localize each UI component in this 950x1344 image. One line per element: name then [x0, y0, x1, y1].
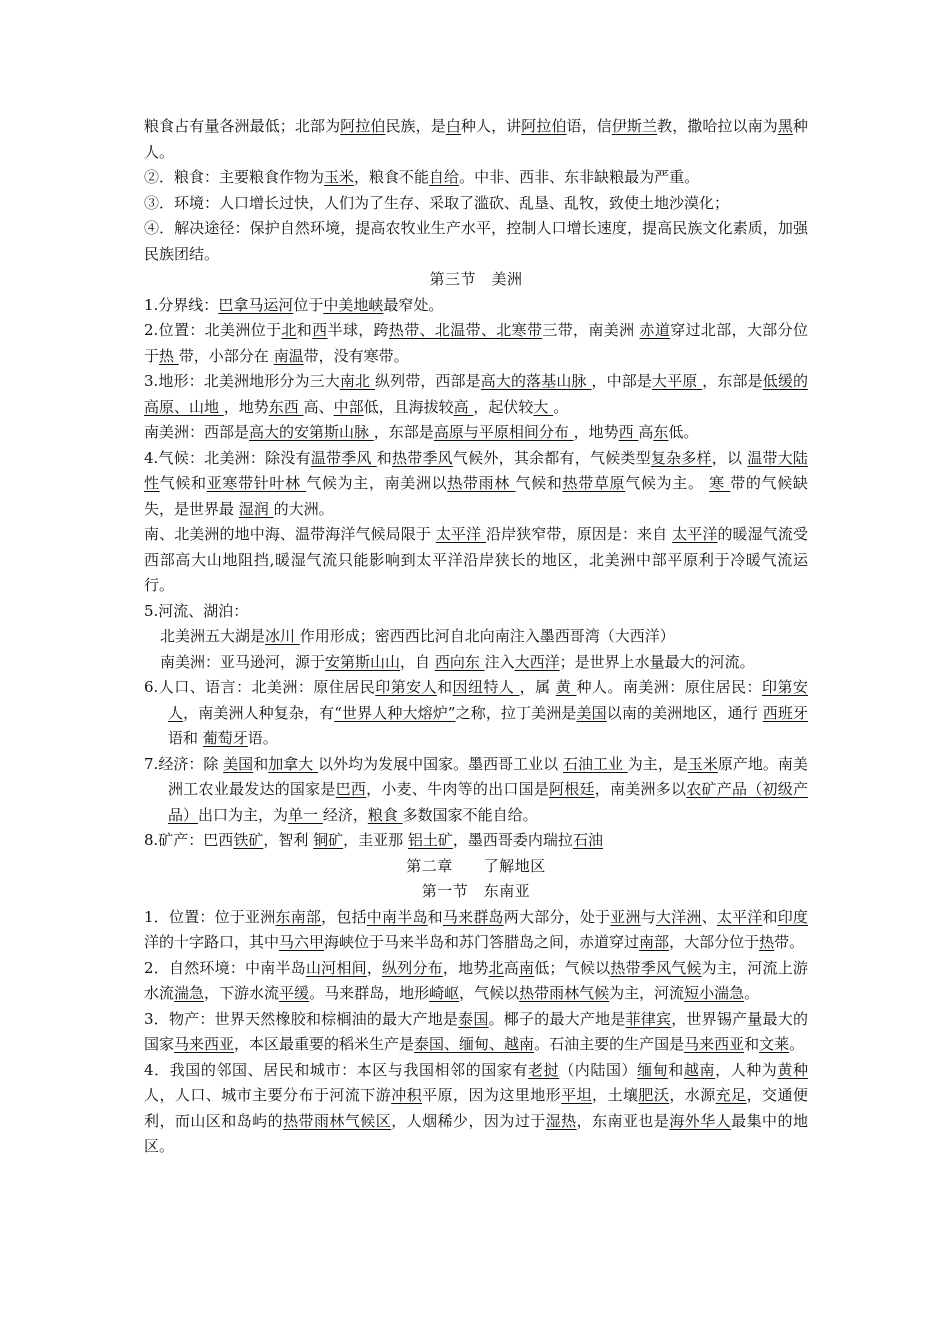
underlined-answer: 湿润	[238, 499, 274, 518]
text-run: ，属	[519, 678, 556, 696]
underlined-answer: 中南半岛	[366, 907, 428, 926]
text-run: 南美洲：西部是	[144, 423, 250, 441]
text-run: 第一节 东南亚	[421, 882, 531, 900]
underlined-answer: 高	[453, 397, 474, 416]
paragraph	[144, 675, 808, 752]
underlined-answer: 马来群岛	[442, 907, 504, 926]
underlined-answer: 农矿产品（初级产品）	[168, 780, 808, 824]
underlined-answer: 白	[445, 117, 461, 135]
text-run: 的暖湿气流受西部高大山地阻挡,暖湿气流只能影响到太平洋沿岸狭长的地区，北美洲中部平原利于冷暖气流运行。	[144, 525, 808, 594]
text-run: 第三节 美洲	[429, 270, 523, 288]
underlined-answer: 高大的安第斯山脉	[249, 423, 374, 441]
text-run: 洋的十字路口，其中	[144, 933, 280, 951]
underlined-answer: 太平洋	[435, 525, 487, 543]
text-run: ，土壤	[592, 1086, 639, 1104]
paragraph	[144, 624, 808, 650]
paragraph	[144, 165, 808, 191]
text-run: 以南的美洲地区，通行	[606, 703, 763, 722]
paragraph	[144, 420, 808, 446]
document-page	[144, 114, 808, 1160]
text-run: ，自	[400, 652, 435, 671]
underlined-answer: 中美地峡	[323, 295, 384, 314]
text-run: 。	[744, 984, 760, 1002]
underlined-answer: 寒	[709, 474, 731, 492]
text-run: 的大洲。	[273, 499, 334, 518]
underlined-answer: 印第安人	[168, 678, 808, 722]
text-run: 人，人口、城市主要分布于河流下游	[144, 1086, 392, 1104]
text-run: 和	[668, 1060, 684, 1079]
text-run: 和	[376, 448, 392, 467]
underlined-answer: 湿热	[545, 1111, 577, 1130]
text-run: ，包括	[321, 907, 367, 926]
text-run: 语和	[168, 729, 203, 747]
text-run: ，交通便利，而山区和岛屿的	[144, 1086, 808, 1130]
text-run: ，人种为	[715, 1060, 778, 1079]
text-run: 北美洲五大湖是	[160, 627, 266, 645]
underlined-answer: 温带季风	[310, 448, 377, 467]
text-run: ，地势	[442, 958, 489, 977]
text-run: ，地势	[223, 397, 269, 416]
text-run: ③．环境：人口增长过快，人们为了生存、采取了滥砍、乱垦、乱牧，致使土地沙漠化；	[144, 193, 730, 212]
underlined-answer: 马来西亚	[174, 1035, 235, 1053]
underlined-answer: 亚寒带针叶林	[206, 474, 307, 492]
underlined-answer: 北	[281, 321, 297, 339]
text-run: 气候外，其余都有，气候类型	[452, 448, 651, 467]
text-run: 6.人口、语言：北美洲：原住居民	[144, 678, 376, 696]
underlined-answer: 充足	[715, 1086, 747, 1104]
underlined-answer: 单一	[288, 805, 323, 824]
text-run: ，东部是	[373, 423, 434, 441]
underlined-answer: 铝土矿	[407, 831, 453, 849]
text-run: 2．自然环境：中南半岛	[144, 958, 306, 977]
text-run: 8.矿产：巴西	[144, 831, 234, 849]
underlined-answer: 伊斯兰	[611, 117, 658, 135]
text-run: 和	[744, 1035, 760, 1053]
text-run: ，粮食不能	[354, 168, 430, 186]
text-run: 。	[789, 1035, 805, 1053]
underlined-answer: 南部	[639, 933, 670, 951]
text-run: 高、	[303, 397, 334, 416]
text-run: 带。	[774, 933, 805, 951]
paragraph	[144, 216, 808, 267]
text-run: 以外均为发展中国家。墨西哥工业以	[318, 754, 563, 773]
underlined-answer: 温带大陆性	[144, 448, 808, 492]
paragraph	[144, 293, 808, 319]
underlined-answer: 赤道	[639, 321, 671, 339]
text-run: 平原，因为这里地形	[422, 1086, 562, 1104]
underlined-answer: 热带雨林	[447, 474, 516, 492]
text-run: 4．我国的邻国、居民和城市：本区与我国相邻的国家有	[144, 1060, 529, 1079]
underlined-answer: 东南部	[275, 907, 322, 926]
text-run: 和	[253, 754, 269, 773]
underlined-answer: 热带、北温带、北寒带	[388, 321, 543, 339]
text-run: ，大部分位于	[669, 933, 760, 951]
text-run: ；是世界上水量最大的河流。	[559, 652, 755, 671]
text-run: ，下游水流	[204, 984, 280, 1002]
text-run: 种人。	[144, 117, 808, 161]
text-run: 语，信	[566, 117, 612, 135]
paragraph	[144, 905, 808, 956]
text-run: 作用形成；密西西比河自北向南注入墨西哥湾（大西洋）	[299, 627, 675, 645]
underlined-answer: 热带草原	[562, 474, 626, 492]
text-run: ，气候以	[459, 984, 520, 1002]
underlined-answer: 菲律宾	[625, 1009, 672, 1028]
underlined-answer: 马来西亚	[684, 1035, 745, 1053]
underlined-answer: 肥沃	[638, 1086, 670, 1104]
text-run: 3.地形：北美洲地形分为三大	[144, 372, 340, 390]
underlined-answer: 泰国	[458, 1009, 489, 1028]
underlined-answer: 西班牙	[762, 703, 808, 722]
underlined-answer: 越南	[683, 1060, 716, 1079]
underlined-answer: 大西洋	[514, 652, 560, 671]
text-run: ，墨西哥委内瑞拉	[452, 831, 573, 849]
text-run: 。石油主要的生产国是	[534, 1035, 685, 1053]
underlined-answer: 阿拉伯	[521, 117, 567, 135]
text-run: ，	[366, 958, 383, 977]
text-run: ，圭亚那	[343, 831, 408, 849]
paragraph	[144, 522, 808, 599]
text-run: ，世界锡产量最大的国家	[144, 1009, 808, 1053]
underlined-answer: 美国	[576, 703, 607, 722]
underlined-answer: 大	[533, 397, 554, 416]
underlined-answer: 石油工业	[562, 754, 628, 773]
text-run: 3．物产：世界天然橡胶和棕榈油的最大产地是	[144, 1009, 459, 1028]
text-run: ，地势	[573, 423, 619, 441]
text-run: 为主，河流	[609, 984, 685, 1002]
text-run: 三带，南美洲	[542, 321, 640, 339]
underlined-answer: 马六甲	[279, 933, 325, 951]
text-run: 4.气候：北美洲：除没有	[144, 448, 311, 467]
text-run: 和	[427, 907, 443, 926]
underlined-answer: 热	[159, 346, 179, 365]
text-run: ，人烟稀少，因为过于	[391, 1111, 546, 1130]
text-run: 半球，跨	[327, 321, 389, 339]
text-run: 多数国家不能自给。	[402, 805, 538, 824]
text-run: 海峡位于马来半岛和苏门答腊岛之间，赤道穿过	[324, 933, 640, 951]
text-run: 气候和	[159, 474, 207, 492]
paragraph	[144, 1007, 808, 1058]
text-run: 和	[296, 321, 313, 339]
text-run: 教，撒哈拉以南为	[657, 117, 778, 135]
underlined-answer: 平坦	[561, 1086, 593, 1104]
underlined-answer: 南温	[273, 346, 304, 365]
text-run: 带，没有寒带。	[303, 346, 409, 365]
text-run: 2.位置：北美洲位于	[144, 321, 282, 339]
underlined-answer: 黄	[555, 678, 577, 696]
underlined-answer: 葡萄牙	[202, 729, 248, 747]
underlined-answer: 黑	[777, 117, 793, 135]
paragraph	[144, 599, 808, 625]
section-heading	[144, 267, 808, 293]
underlined-answer: 亚洲	[610, 907, 641, 926]
text-run: ，智利	[263, 831, 314, 849]
underlined-answer: 铁矿	[233, 831, 264, 849]
underlined-answer: 冰川	[265, 627, 300, 645]
text-run: 低，且海拔较	[363, 397, 454, 416]
underlined-answer: 高大的落基山脉	[480, 372, 592, 390]
text-run: 带，小部分在	[178, 346, 274, 365]
underlined-answer: 自给	[429, 168, 460, 186]
text-run: 与	[640, 907, 656, 926]
paragraph	[144, 1058, 808, 1160]
text-run: 。	[553, 397, 569, 416]
underlined-answer: 湍急	[174, 984, 205, 1002]
underlined-answer: 热	[759, 933, 775, 951]
underlined-answer: 平缓	[279, 984, 310, 1002]
underlined-answer: 纵列分布	[382, 958, 443, 977]
text-run: 带的气候缺失，是世界最	[144, 474, 808, 518]
paragraph	[144, 956, 808, 1007]
text-run: 南美洲：亚马逊河，源于	[160, 652, 326, 671]
underlined-answer: 热带季风气候	[610, 958, 702, 977]
underlined-answer: 因纽特人	[452, 678, 520, 696]
text-run: 语。	[247, 729, 278, 747]
text-run: ，南美洲多以	[594, 780, 687, 798]
underlined-answer: 太平洋	[716, 907, 763, 926]
underlined-answer: 黄种	[777, 1060, 808, 1079]
text-run: 最集中的地区。	[144, 1111, 808, 1155]
underlined-answer: 北	[488, 958, 504, 977]
text-run: 沿岸狭窄带，原因是：来自	[486, 525, 673, 543]
paragraph	[144, 369, 808, 420]
text-run: 低。	[668, 423, 699, 441]
underlined-answer: 东西	[268, 397, 304, 416]
underlined-answer: 高原与平原相间分布	[433, 423, 574, 441]
text-run: 第二章 了解地区	[406, 856, 546, 875]
underlined-answer: 南北	[339, 372, 375, 390]
underlined-answer: 热带季风	[391, 448, 453, 467]
paragraph	[144, 650, 808, 676]
text-run: ，东部是	[702, 372, 763, 390]
underlined-answer: 短小湍急	[684, 984, 745, 1002]
text-run: 原产地。南美洲工农业最发达的国家是	[168, 754, 808, 798]
underlined-answer: 冲积	[391, 1086, 423, 1104]
text-run: 种人。南美洲：原住居民：	[576, 678, 763, 696]
text-run: 气候为主。	[625, 474, 710, 492]
text-run: 经济，	[322, 805, 368, 824]
text-run: 纵列带，西部是	[374, 372, 481, 390]
underlined-answer: 加拿大	[268, 754, 319, 773]
text-run: 南、北美洲的地中海、温带海洋气候局限于	[144, 525, 436, 543]
text-run: 5.河流、湖泊：	[144, 601, 249, 620]
text-run: 。中非、西非、东非缺粮最为严重。	[459, 168, 700, 186]
text-run: 穿过北部，大部分位于	[144, 321, 808, 365]
section-heading	[144, 854, 808, 880]
text-run: ，中部是	[591, 372, 652, 390]
underlined-answer: 大洋洲	[655, 907, 702, 926]
text-run: 民族，是	[385, 117, 446, 135]
text-run: 、	[701, 907, 717, 926]
text-run: ④．解决途径：保护自然环境，提高农牧业生产水平，控制人口增长速度，提高民族文化素质，加强民族团结。	[144, 219, 808, 263]
underlined-answer: 玉米	[687, 754, 718, 773]
underlined-answer: 崎岖	[429, 984, 460, 1002]
underlined-answer: 南	[519, 958, 535, 977]
text-run: 高	[638, 423, 654, 441]
text-run: 注入	[484, 652, 515, 671]
underlined-answer: 东	[653, 423, 669, 441]
text-run: 气候和	[515, 474, 563, 492]
paragraph	[144, 828, 808, 854]
text-run: 1.分界线：	[144, 295, 219, 314]
text-run: 为主，是	[627, 754, 688, 773]
underlined-answer: 石油	[572, 831, 603, 849]
text-run: ，以	[711, 448, 748, 467]
text-run: ②．粮食：主要粮食作物为	[144, 168, 325, 186]
underlined-answer: 热带雨林气候	[519, 984, 610, 1002]
text-run: 1．位置：位于亚洲	[144, 907, 276, 926]
text-run: 7.经济：除	[144, 754, 224, 773]
text-run: 出口为主，为	[198, 805, 289, 824]
underlined-answer: 阿根廷	[549, 780, 595, 798]
underlined-answer: 海外华人	[669, 1111, 732, 1130]
underlined-answer: 大平原	[651, 372, 703, 390]
text-run: 和	[762, 907, 778, 926]
underlined-answer: “世界人种大熔炉”	[334, 703, 456, 722]
text-run: 。椰子的最大产地是	[488, 1009, 626, 1028]
underlined-answer: 粮食	[367, 805, 403, 824]
text-run: ，水源	[669, 1086, 716, 1104]
paragraph	[144, 752, 808, 829]
text-run: （内陆国）	[559, 1060, 638, 1079]
text-run: 之称，拉丁美洲是	[455, 703, 577, 722]
underlined-answer: 泰国、缅甸、越南	[414, 1035, 535, 1053]
text-run: 两大部分，处于	[503, 907, 611, 926]
underlined-answer: 西	[312, 321, 328, 339]
text-run: 。马来群岛，地形	[309, 984, 430, 1002]
text-run: ，南美洲人种复杂，有	[183, 703, 335, 722]
underlined-answer: 中部	[333, 397, 364, 416]
text-run: 高	[503, 958, 519, 977]
paragraph	[144, 114, 808, 165]
text-run: 和	[437, 678, 453, 696]
underlined-answer: 美国	[223, 754, 254, 773]
underlined-answer: 山河相间	[305, 958, 367, 977]
underlined-answer: 文莱	[759, 1035, 790, 1053]
text-run: ，起伏较	[473, 397, 534, 416]
text-run: ，东南亚也是	[576, 1111, 670, 1130]
text-run: 为主，河流上游水流	[144, 958, 808, 1002]
underlined-answer: 低缓的高原、山地	[144, 372, 808, 416]
text-run: ，小麦、牛肉等的出口国是	[366, 780, 550, 798]
text-run: 气候为主，南美洲以	[306, 474, 448, 492]
underlined-answer: 巴西	[335, 780, 367, 798]
paragraph	[144, 318, 808, 369]
underlined-answer: 印度	[777, 907, 808, 926]
underlined-answer: 印第安人	[375, 678, 438, 696]
underlined-answer: 安第斯山山	[325, 652, 401, 671]
underlined-answer: 热带雨林气候区	[283, 1111, 392, 1130]
text-run: ，本区最重要的稻米生产是	[234, 1035, 415, 1053]
text-run: 低；气候以	[534, 958, 611, 977]
underlined-answer: 太平洋	[672, 525, 718, 543]
underlined-answer: 西向东	[434, 652, 485, 671]
text-run: 种人，讲	[460, 117, 522, 135]
paragraph	[144, 446, 808, 523]
underlined-answer: 铜矿	[313, 831, 344, 849]
section-heading	[144, 879, 808, 905]
underlined-answer: 复杂多样	[650, 448, 712, 467]
underlined-answer: 阿拉伯	[340, 117, 386, 135]
paragraph	[144, 191, 808, 217]
underlined-answer: 缅甸	[637, 1060, 669, 1079]
text-run: 位于	[293, 295, 324, 314]
underlined-answer: 西	[618, 423, 639, 441]
text-run: 粮食占有量各洲最低；北部为	[144, 117, 341, 135]
underlined-answer: 巴拿马运河	[218, 295, 294, 314]
underlined-answer: 玉米	[324, 168, 355, 186]
text-run: 最窄处。	[383, 295, 444, 314]
underlined-answer: 老挝	[528, 1060, 560, 1079]
